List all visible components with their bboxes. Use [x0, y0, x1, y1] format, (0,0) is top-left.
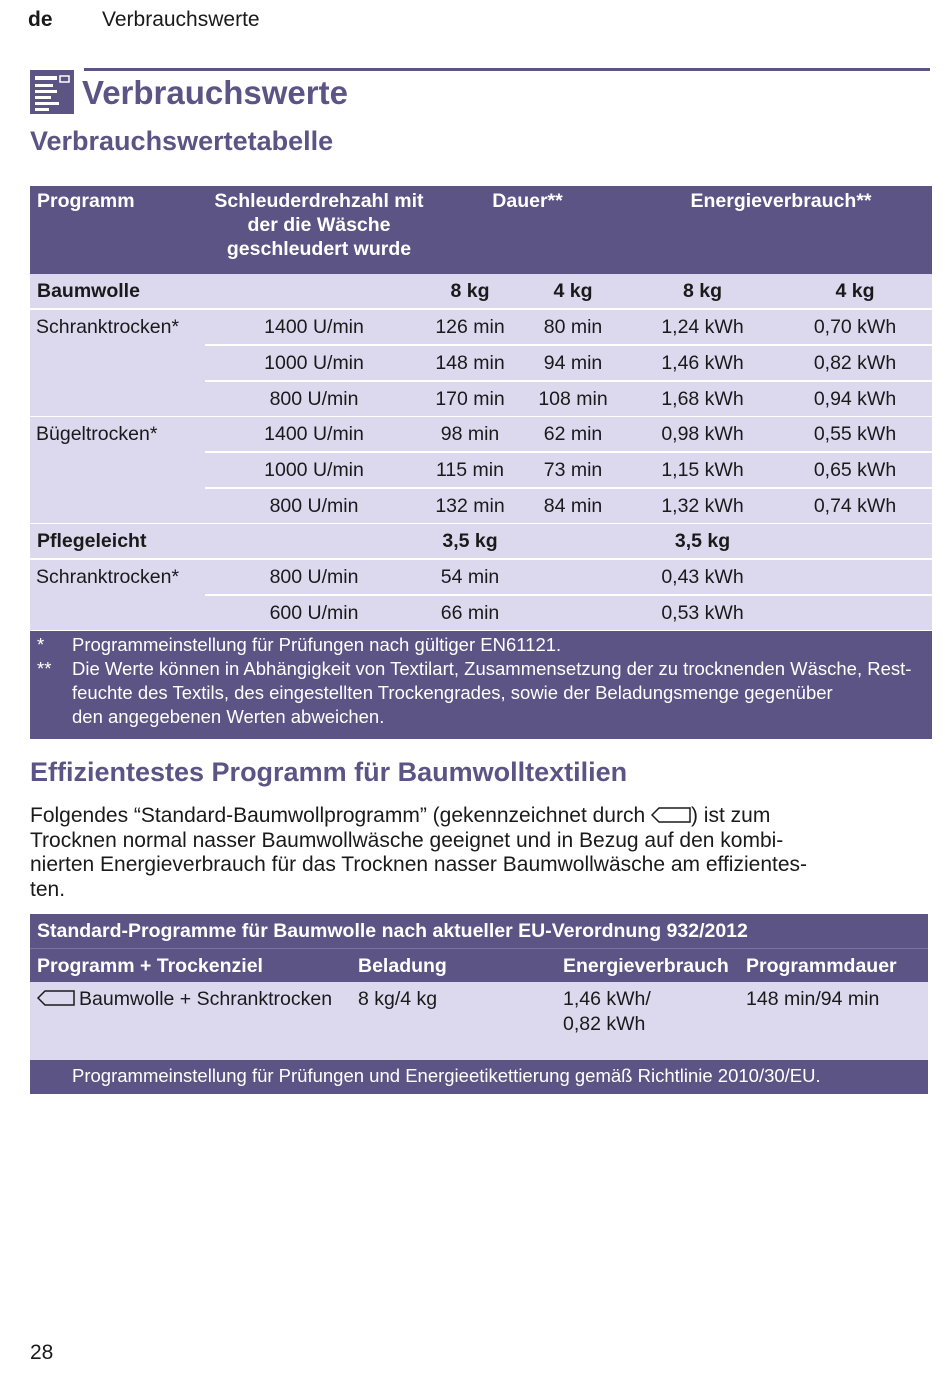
- header-duration: Dauer**: [492, 190, 563, 212]
- cell-energy-4kg: 0,74 kWh: [813, 495, 897, 517]
- col-energy: 3,5 kg: [674, 530, 731, 552]
- cell-duration-4kg: 80 min: [543, 316, 603, 338]
- header-spin-line: Schleuderdrehzahl mit: [214, 190, 424, 212]
- header-spin-line: geschleudert wurde: [226, 238, 412, 260]
- header-language: de: [28, 8, 53, 31]
- paragraph-text: Folgendes “Standard-Baumwollprogramm” (gekennzeichnet durch: [30, 804, 651, 827]
- group-row-pflegeleicht: [30, 524, 932, 558]
- cell-duration-8kg: 126 min: [435, 316, 505, 338]
- col-duration-4kg: 4 kg: [553, 280, 593, 302]
- footnote-mark: **: [37, 658, 52, 679]
- group-label: Baumwolle: [37, 280, 140, 302]
- table-row: [30, 596, 932, 630]
- table-row: [30, 346, 932, 380]
- paragraph-text: ) ist zum: [690, 804, 771, 827]
- cell-energy-line: 0,82 kWh: [563, 1013, 646, 1035]
- table2-caption: Standard-Programme für Baumwolle nach aktueller EU-Verordnung 932/2012: [37, 920, 748, 942]
- cell-energy-line: 1,46 kWh/: [563, 988, 651, 1010]
- paragraph-line: [30, 804, 920, 829]
- cell-duration-4kg: 108 min: [538, 388, 608, 410]
- cell-program: Schranktrocken*: [36, 566, 180, 588]
- cell-energy-8kg: 0,98 kWh: [661, 423, 744, 445]
- header-energy: Energieverbrauch**: [690, 190, 872, 212]
- paragraph: [30, 804, 920, 902]
- section-heading-efficient-program: Effizientestes Programm für Baumwolltextilien: [30, 757, 628, 787]
- table-row: [30, 382, 932, 416]
- table-row: [30, 453, 932, 487]
- cell-spin: 1000 U/min: [264, 352, 364, 374]
- standard-program-icon: [651, 807, 691, 823]
- cell-duration-8kg: 148 min: [435, 352, 505, 374]
- cell-duration-8kg: 132 min: [435, 495, 505, 517]
- cell-energy: 0,53 kWh: [661, 602, 744, 624]
- cell-program: Schranktrocken*: [36, 316, 180, 338]
- cell-spin: 800 U/min: [269, 495, 359, 517]
- table-row: [30, 417, 932, 451]
- table-row: [30, 489, 932, 523]
- page-title: Verbrauchswerte: [82, 74, 348, 111]
- title-rule: [84, 68, 930, 71]
- cell-program-target: [37, 987, 332, 1012]
- header-program-target: Programm + Trockenziel: [37, 955, 263, 977]
- cell-energy-8kg: 1,46 kWh: [661, 352, 744, 374]
- cell-program: Bügeltrocken*: [36, 423, 158, 445]
- cell-energy-4kg: 0,70 kWh: [813, 316, 897, 338]
- footnote-text: den angegebenen Werten abweichen.: [72, 706, 385, 727]
- cell-spin: 600 U/min: [269, 602, 359, 624]
- table-header: [30, 186, 932, 274]
- cell-energy-4kg: 0,94 kWh: [813, 388, 897, 410]
- footnote-text: feuchte des Textils, des eingestellten Trockengrades, sowie der Beladungsmenge gegenüber: [72, 682, 833, 703]
- cell-duration-4kg: 84 min: [543, 495, 603, 517]
- table2-footer-text: Programmeinstellung für Prüfungen und Energieetikettierung gemäß Richtlinie 2010/30/EU.: [72, 1065, 821, 1086]
- cell-duration-8kg: 98 min: [440, 423, 500, 445]
- header-duration: Programmdauer: [746, 955, 897, 977]
- cell-duration-8kg: 170 min: [435, 388, 505, 410]
- consumption-table-icon: [30, 70, 74, 114]
- cell-load: 8 kg/4 kg: [358, 988, 438, 1010]
- cell-duration: 54 min: [440, 566, 500, 588]
- table-footnotes: [30, 631, 932, 739]
- table-row: [30, 560, 932, 594]
- cell-duration: 148 min/94 min: [746, 988, 880, 1010]
- header-energy: Energieverbrauch: [563, 955, 729, 977]
- cell-spin: 1400 U/min: [264, 423, 364, 445]
- cell-energy-4kg: 0,55 kWh: [813, 423, 897, 445]
- standard-program-icon: [37, 990, 75, 1006]
- header-program: Programm: [37, 190, 135, 212]
- cell-duration-4kg: 62 min: [543, 423, 603, 445]
- cell-duration-4kg: 94 min: [543, 352, 603, 374]
- cell-energy-8kg: 1,15 kWh: [661, 459, 744, 481]
- table2-header-row: [30, 948, 928, 982]
- col-duration-8kg: 8 kg: [450, 280, 490, 302]
- footnote-text: Programmeinstellung für Prüfungen nach gültiger EN61121.: [72, 634, 562, 655]
- cell-spin: 800 U/min: [269, 566, 359, 588]
- cell-duration: 66 min: [440, 602, 500, 624]
- group-label: Pflegeleicht: [37, 530, 147, 552]
- table-row: [30, 310, 932, 344]
- footnote-text: Die Werte können in Abhängigkeit von Textilart, Zusammensetzung der zu trocknenden Wäsche, Rest-: [72, 658, 912, 679]
- cell-energy-8kg: 1,24 kWh: [661, 316, 744, 338]
- table2-footer: [30, 1060, 928, 1094]
- section-subtitle: Verbrauchswertetabelle: [30, 126, 334, 156]
- cell-energy-4kg: 0,65 kWh: [813, 459, 897, 481]
- cell-duration-8kg: 115 min: [436, 459, 504, 481]
- cell-energy-8kg: 1,32 kWh: [661, 495, 744, 517]
- cell-spin: 1000 U/min: [264, 459, 364, 481]
- header-load: Beladung: [358, 955, 447, 977]
- table-row: [30, 982, 928, 1060]
- header-section-title: Verbrauchswerte: [102, 8, 260, 31]
- cell-energy-8kg: 1,68 kWh: [661, 388, 744, 410]
- page-number: 28: [30, 1341, 54, 1364]
- cell-duration-4kg: 73 min: [543, 459, 603, 481]
- col-energy-8kg: 8 kg: [682, 280, 723, 302]
- cell-energy-4kg: 0,82 kWh: [813, 352, 897, 374]
- paragraph-line: nierten Energieverbrauch für das Trocknen nasser Baumwollwäsche am effizientes-: [30, 853, 807, 876]
- header-spin-line: der die Wäsche: [247, 214, 391, 236]
- cell-energy: 0,43 kWh: [661, 566, 744, 588]
- group-row-baumwolle: [30, 274, 932, 308]
- col-energy-4kg: 4 kg: [835, 280, 875, 302]
- col-duration: 3,5 kg: [442, 530, 498, 552]
- table2-caption-row: [30, 914, 928, 948]
- cell-spin: 800 U/min: [269, 388, 359, 410]
- paragraph-line: ten.: [30, 877, 66, 901]
- cell-program-text: Baumwolle + Schranktrocken: [79, 988, 333, 1010]
- cell-spin: 1400 U/min: [264, 316, 364, 338]
- footnote-mark: *: [37, 634, 45, 655]
- paragraph-line: Trocknen normal nasser Baumwollwäsche geeignet und in Bezug auf den kombi-: [30, 828, 784, 852]
- header-spin: [205, 189, 433, 261]
